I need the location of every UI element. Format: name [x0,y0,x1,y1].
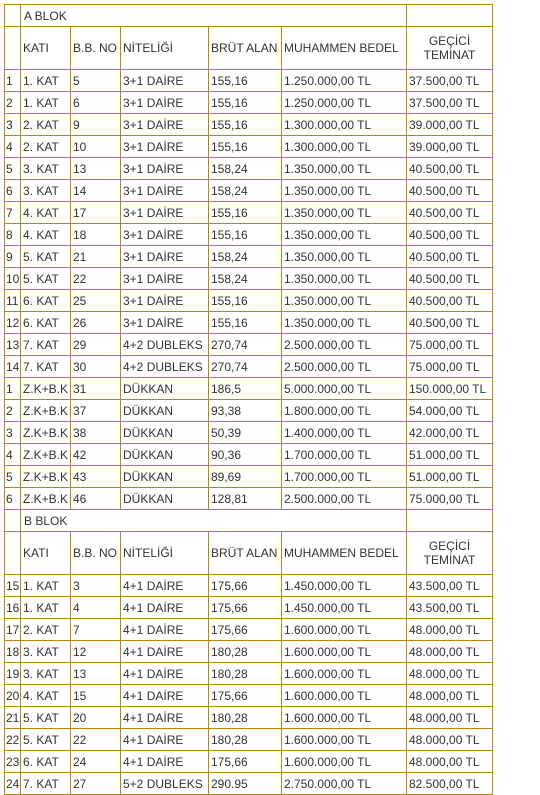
block-title-row [5,510,493,532]
cell-property-type: 3+1 DAİRE [121,312,209,334]
empty-cell [5,5,21,27]
cell-row-number: 11 [5,290,21,312]
cell-gross-area: 175,66 [209,597,282,619]
cell-estimated-value: 1.350.000,00 TL [282,202,407,224]
cell-unit-no: 5 [71,70,121,92]
cell-unit-no: 15 [71,685,121,707]
cell-estimated-value: 1.600.000,00 TL [282,663,407,685]
block-title-row [5,5,493,27]
cell-provisional-deposit: 75.000,00 TL [407,488,493,510]
cell-property-type: 4+2 DUBLEKS [121,334,209,356]
table-row [5,114,493,136]
table-row [5,356,493,378]
cell-row-number: 21 [5,707,21,729]
cell-property-type: 3+1 DAİRE [121,136,209,158]
cell-row-number: 14 [5,356,21,378]
cell-provisional-deposit: 40.500,00 TL [407,180,493,202]
cell-unit-no: 43 [71,466,121,488]
cell-unit-no: 29 [71,334,121,356]
cell-unit-no: 21 [71,246,121,268]
cell-row-number: 17 [5,619,21,641]
cell-gross-area: 155,16 [209,312,282,334]
cell-row-number: 16 [5,597,21,619]
header-gross-area: BRÜT ALAN [209,532,282,575]
cell-provisional-deposit: 40.500,00 TL [407,312,493,334]
cell-property-type: 3+1 DAİRE [121,92,209,114]
cell-provisional-deposit: 150.000,00 TL [407,378,493,400]
cell-provisional-deposit: 37.500,00 TL [407,70,493,92]
cell-floor: Z.K+B.K [21,444,71,466]
cell-property-type: 3+1 DAİRE [121,246,209,268]
cell-provisional-deposit: 40.500,00 TL [407,158,493,180]
cell-row-number: 3 [5,114,21,136]
cell-floor: 6. KAT [21,751,71,773]
cell-property-type: 5+2 DUBLEKS [121,773,209,795]
cell-unit-no: 17 [71,202,121,224]
empty-cell [5,532,21,575]
table-body [5,5,493,795]
empty-cell [5,27,21,70]
table-row [5,685,493,707]
cell-row-number: 2 [5,92,21,114]
cell-estimated-value: 1.600.000,00 TL [282,619,407,641]
cell-unit-no: 24 [71,751,121,773]
cell-property-type: 3+1 DAİRE [121,158,209,180]
cell-unit-no: 27 [71,773,121,795]
cell-property-type: 4+2 DUBLEKS [121,356,209,378]
cell-provisional-deposit: 40.500,00 TL [407,246,493,268]
cell-unit-no: 38 [71,422,121,444]
cell-property-type: 4+1 DAİRE [121,729,209,751]
cell-floor: 5. KAT [21,246,71,268]
cell-provisional-deposit: 40.500,00 TL [407,290,493,312]
cell-estimated-value: 1.600.000,00 TL [282,707,407,729]
cell-property-type: 4+1 DAİRE [121,619,209,641]
cell-provisional-deposit: 82.500,00 TL [407,773,493,795]
cell-property-type: DÜKKAN [121,488,209,510]
cell-floor: 3. KAT [21,180,71,202]
cell-floor: 2. KAT [21,114,71,136]
cell-floor: 5. KAT [21,268,71,290]
cell-floor: 1. KAT [21,575,71,597]
cell-floor: 1. KAT [21,70,71,92]
cell-provisional-deposit: 42.000,00 TL [407,422,493,444]
cell-property-type: 4+1 DAİRE [121,597,209,619]
cell-unit-no: 20 [71,707,121,729]
header-unit-no: B.B. NO [71,532,121,575]
cell-estimated-value: 1.300.000,00 TL [282,114,407,136]
cell-floor: Z.K+B.K [21,466,71,488]
header-row [5,532,493,575]
cell-floor: 4. KAT [21,685,71,707]
cell-row-number: 1 [5,378,21,400]
empty-cell [5,510,21,532]
cell-provisional-deposit: 75.000,00 TL [407,356,493,378]
cell-row-number: 10 [5,268,21,290]
cell-provisional-deposit: 37.500,00 TL [407,92,493,114]
cell-floor: 3. KAT [21,663,71,685]
cell-estimated-value: 2.500.000,00 TL [282,356,407,378]
cell-estimated-value: 1.400.000,00 TL [282,422,407,444]
cell-gross-area: 180,28 [209,663,282,685]
header-row [5,27,493,70]
cell-property-type: DÜKKAN [121,422,209,444]
header-provisional-deposit: GEÇİCİ TEMİNAT [407,27,493,70]
table-row [5,663,493,685]
table-row [5,136,493,158]
cell-gross-area: 270,74 [209,356,282,378]
cell-gross-area: 155,16 [209,136,282,158]
cell-estimated-value: 1.600.000,00 TL [282,685,407,707]
cell-unit-no: 9 [71,114,121,136]
table-row [5,575,493,597]
cell-unit-no: 25 [71,290,121,312]
cell-floor: Z.K+B.K [21,422,71,444]
cell-property-type: 3+1 DAİRE [121,180,209,202]
cell-row-number: 5 [5,466,21,488]
table-row [5,444,493,466]
cell-gross-area: 89,69 [209,466,282,488]
cell-row-number: 6 [5,488,21,510]
cell-floor: 7. KAT [21,773,71,795]
cell-estimated-value: 1.800.000,00 TL [282,400,407,422]
cell-gross-area: 290.95 [209,773,282,795]
cell-provisional-deposit: 51.000,00 TL [407,444,493,466]
cell-provisional-deposit: 48.000,00 TL [407,751,493,773]
cell-estimated-value: 1.250.000,00 TL [282,92,407,114]
cell-row-number: 4 [5,444,21,466]
cell-floor: Z.K+B.K [21,488,71,510]
cell-provisional-deposit: 48.000,00 TL [407,707,493,729]
cell-provisional-deposit: 48.000,00 TL [407,641,493,663]
cell-estimated-value: 1.600.000,00 TL [282,641,407,663]
cell-provisional-deposit: 48.000,00 TL [407,619,493,641]
cell-gross-area: 158,24 [209,158,282,180]
cell-provisional-deposit: 51.000,00 TL [407,466,493,488]
cell-row-number: 3 [5,422,21,444]
cell-property-type: 4+1 DAİRE [121,641,209,663]
cell-estimated-value: 1.600.000,00 TL [282,751,407,773]
header-estimated-value: MUHAMMEN BEDEL [282,532,407,575]
cell-property-type: DÜKKAN [121,444,209,466]
cell-row-number: 9 [5,246,21,268]
cell-unit-no: 4 [71,597,121,619]
cell-unit-no: 7 [71,619,121,641]
table-row [5,422,493,444]
cell-property-type: 3+1 DAİRE [121,114,209,136]
cell-row-number: 4 [5,136,21,158]
cell-unit-no: 18 [71,224,121,246]
table-row [5,268,493,290]
cell-gross-area: 158,24 [209,268,282,290]
cell-estimated-value: 1.700.000,00 TL [282,444,407,466]
cell-row-number: 12 [5,312,21,334]
header-floor: KATI [21,27,71,70]
cell-floor: 7. KAT [21,334,71,356]
cell-estimated-value: 1.350.000,00 TL [282,268,407,290]
cell-estimated-value: 1.350.000,00 TL [282,158,407,180]
cell-property-type: 3+1 DAİRE [121,268,209,290]
cell-unit-no: 30 [71,356,121,378]
cell-floor: 7. KAT [21,356,71,378]
cell-property-type: DÜKKAN [121,378,209,400]
table-row [5,400,493,422]
cell-estimated-value: 1.350.000,00 TL [282,312,407,334]
cell-row-number: 13 [5,334,21,356]
cell-row-number: 23 [5,751,21,773]
cell-provisional-deposit: 48.000,00 TL [407,663,493,685]
header-provisional-deposit: GEÇİCİ TEMİNAT [407,532,493,575]
cell-property-type: 4+1 DAİRE [121,663,209,685]
cell-row-number: 2 [5,400,21,422]
table-row [5,202,493,224]
table-row [5,641,493,663]
cell-provisional-deposit: 40.500,00 TL [407,202,493,224]
cell-property-type: 3+1 DAİRE [121,70,209,92]
cell-estimated-value: 1.700.000,00 TL [282,466,407,488]
cell-floor: 5. KAT [21,707,71,729]
cell-estimated-value: 1.600.000,00 TL [282,729,407,751]
cell-floor: Z.K+B.K [21,378,71,400]
cell-property-type: 4+1 DAİRE [121,707,209,729]
header-property-type: NİTELİĞİ [121,27,209,70]
cell-floor: 4. KAT [21,202,71,224]
table-row [5,70,493,92]
cell-provisional-deposit: 75.000,00 TL [407,334,493,356]
cell-estimated-value: 1.350.000,00 TL [282,224,407,246]
cell-property-type: 3+1 DAİRE [121,224,209,246]
cell-row-number: 6 [5,180,21,202]
cell-gross-area: 175,66 [209,685,282,707]
cell-provisional-deposit: 48.000,00 TL [407,729,493,751]
cell-property-type: DÜKKAN [121,400,209,422]
cell-floor: 3. KAT [21,641,71,663]
cell-gross-area: 155,16 [209,202,282,224]
cell-property-type: DÜKKAN [121,466,209,488]
cell-unit-no: 22 [71,729,121,751]
header-unit-no: B.B. NO [71,27,121,70]
header-property-type: NİTELİĞİ [121,532,209,575]
cell-estimated-value: 1.350.000,00 TL [282,180,407,202]
cell-row-number: 1 [5,70,21,92]
cell-provisional-deposit: 40.500,00 TL [407,224,493,246]
cell-estimated-value: 5.000.000,00 TL [282,378,407,400]
cell-provisional-deposit: 43.500,00 TL [407,575,493,597]
cell-gross-area: 175,66 [209,751,282,773]
empty-cell [407,510,493,532]
empty-cell [407,5,493,27]
cell-estimated-value: 1.450.000,00 TL [282,575,407,597]
cell-floor: 3. KAT [21,158,71,180]
cell-gross-area: 128,81 [209,488,282,510]
cell-property-type: 3+1 DAİRE [121,202,209,224]
cell-floor: 4. KAT [21,224,71,246]
cell-provisional-deposit: 48.000,00 TL [407,685,493,707]
cell-row-number: 22 [5,729,21,751]
cell-estimated-value: 1.350.000,00 TL [282,290,407,312]
cell-estimated-value: 1.300.000,00 TL [282,136,407,158]
cell-estimated-value: 2.750.000,00 TL [282,773,407,795]
cell-gross-area: 155,16 [209,224,282,246]
cell-gross-area: 186,5 [209,378,282,400]
table-row [5,92,493,114]
cell-estimated-value: 2.500.000,00 TL [282,334,407,356]
cell-floor: 5. KAT [21,729,71,751]
cell-gross-area: 158,24 [209,180,282,202]
cell-gross-area: 180,28 [209,707,282,729]
table-row [5,158,493,180]
property-table [4,4,493,795]
table-row [5,488,493,510]
cell-estimated-value: 1.450.000,00 TL [282,597,407,619]
cell-unit-no: 13 [71,158,121,180]
cell-gross-area: 175,66 [209,619,282,641]
table-row [5,729,493,751]
table-row [5,751,493,773]
cell-gross-area: 155,16 [209,70,282,92]
cell-gross-area: 155,16 [209,290,282,312]
cell-gross-area: 155,16 [209,114,282,136]
cell-estimated-value: 1.350.000,00 TL [282,246,407,268]
cell-unit-no: 13 [71,663,121,685]
cell-property-type: 4+1 DAİRE [121,575,209,597]
cell-unit-no: 26 [71,312,121,334]
cell-unit-no: 37 [71,400,121,422]
header-estimated-value: MUHAMMEN BEDEL [282,27,407,70]
block-title: B BLOK [21,510,407,532]
cell-gross-area: 180,28 [209,729,282,751]
cell-provisional-deposit: 54.000,00 TL [407,400,493,422]
table-row [5,378,493,400]
cell-provisional-deposit: 39.000,00 TL [407,136,493,158]
table-row [5,707,493,729]
cell-row-number: 24 [5,773,21,795]
cell-floor: 1. KAT [21,597,71,619]
cell-property-type: 4+1 DAİRE [121,751,209,773]
table-row [5,773,493,795]
table-row [5,466,493,488]
cell-estimated-value: 2.500.000,00 TL [282,488,407,510]
cell-provisional-deposit: 43.500,00 TL [407,597,493,619]
cell-row-number: 8 [5,224,21,246]
cell-unit-no: 22 [71,268,121,290]
table-row [5,290,493,312]
table-row [5,597,493,619]
table-row [5,334,493,356]
cell-row-number: 20 [5,685,21,707]
cell-row-number: 18 [5,641,21,663]
cell-floor: 2. KAT [21,136,71,158]
cell-gross-area: 50,39 [209,422,282,444]
cell-unit-no: 42 [71,444,121,466]
cell-gross-area: 155,16 [209,92,282,114]
cell-property-type: 3+1 DAİRE [121,290,209,312]
cell-unit-no: 14 [71,180,121,202]
cell-provisional-deposit: 39.000,00 TL [407,114,493,136]
cell-gross-area: 90,36 [209,444,282,466]
cell-row-number: 7 [5,202,21,224]
cell-floor: Z.K+B.K [21,400,71,422]
cell-floor: 1. KAT [21,92,71,114]
header-floor: KATI [21,532,71,575]
cell-provisional-deposit: 40.500,00 TL [407,268,493,290]
cell-row-number: 15 [5,575,21,597]
cell-gross-area: 270,74 [209,334,282,356]
table-row [5,619,493,641]
cell-unit-no: 10 [71,136,121,158]
cell-unit-no: 12 [71,641,121,663]
cell-estimated-value: 1.250.000,00 TL [282,70,407,92]
block-title: A BLOK [21,5,407,27]
table-row [5,180,493,202]
cell-floor: 6. KAT [21,290,71,312]
table-row [5,246,493,268]
cell-floor: 6. KAT [21,312,71,334]
cell-gross-area: 180,28 [209,641,282,663]
cell-row-number: 5 [5,158,21,180]
cell-gross-area: 158,24 [209,246,282,268]
cell-property-type: 4+1 DAİRE [121,685,209,707]
cell-gross-area: 175,66 [209,575,282,597]
cell-unit-no: 31 [71,378,121,400]
table-row [5,224,493,246]
cell-unit-no: 46 [71,488,121,510]
cell-row-number: 19 [5,663,21,685]
header-gross-area: BRÜT ALAN [209,27,282,70]
cell-floor: 2. KAT [21,619,71,641]
table-row [5,312,493,334]
cell-gross-area: 93,38 [209,400,282,422]
cell-unit-no: 3 [71,575,121,597]
cell-unit-no: 6 [71,92,121,114]
